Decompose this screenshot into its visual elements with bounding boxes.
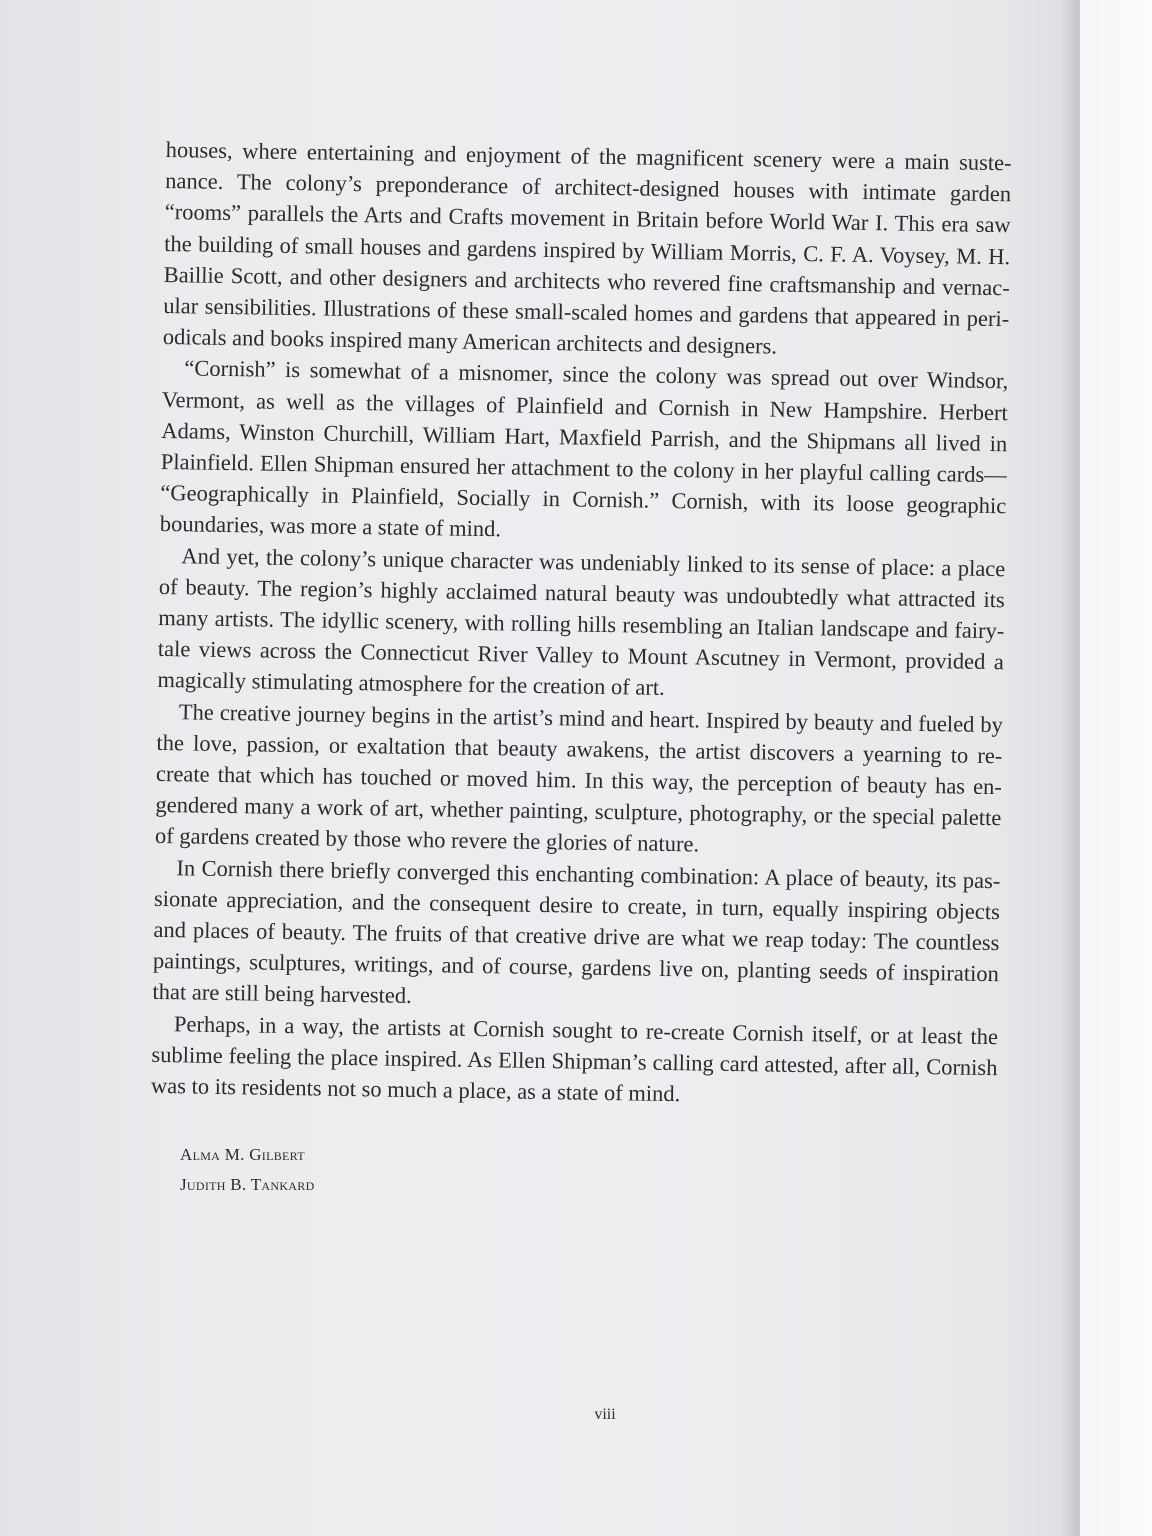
paragraph-1: houses, where entertaining and enjoyment of the magnificent scenery were a main suste- nance. The colony’s preponderance of architect-designed houses with intimate garden “rooms” parallels the Arts and Crafts movement in Britain before World War I. This era saw the building of small houses and gardens inspired by William Morris, C. F. A. Voysey, M. H. Baillie Scott, and other designers and architects who revered fine craftsmanship and vernac- ular sensibilities. Illustrations of these small-scaled homes and gardens that appeared in peri- odicals and books inspired many American architects and designers. bbox=[162, 136, 1012, 359]
paragraph-5: In Cornish there briefly converged this enchanting combination: A place of beauty, its pas- sionate appreciation, and the consequent desire to create, in turn, equally inspiring objects and places of beauty. The fruits of that creative drive are what we reap today: The countless paintings, sculptures, writings, and of course, gardens live on, planting seeds of inspiration that are still being harvested. bbox=[152, 854, 1001, 1009]
author-name: Alma M. Gilbert bbox=[180, 1145, 305, 1164]
body-text bbox=[151, 134, 1012, 1114]
paragraph-2: “Cornish” is somewhat of a misnomer, since the colony was spread out over Windsor, Vermont, as well as the villages of Plainfield and Cornish in New Hampshire. Herbert Adams, Winston Churchill, William Hart, Maxfield Parrish, and the Shipmans all lived in Plainfield. Ellen Shipman ensured her attachment to the colony in her playful calling cards— “Geographically in Plainfield, Socially in Cornish.” Cornish, with its loose geographic boundaries, was more a state of mind. bbox=[159, 355, 1009, 542]
next-page-edge bbox=[1080, 0, 1152, 1536]
page-number: viii bbox=[594, 1406, 616, 1423]
author-name: Judith B. Tankard bbox=[180, 1175, 315, 1194]
paragraph-3: And yet, the colony’s unique character was undeniably linked to its sense of place: a place of beauty. The region’s highly acclaimed natural beauty was undoubtedly what attracted its many artists. The idyllic scenery, with rolling hills resembling an Italian landscape and fairy- tale views across the Connecticut River Valley to Mount Ascutney in Vermont, provided a magically stimulating atmosphere for the creation of art. bbox=[157, 542, 1006, 701]
paragraph-6: Perhaps, in a way, the artists at Cornish sought to re-create Cornish itself, or at least the sublime feeling the place inspired. As Ellen Shipman’s calling card attested, after all, Cornish was to its residents not so much a place, as a state of mind. bbox=[150, 1010, 999, 1107]
author-signatures bbox=[180, 1140, 315, 1200]
paragraph-4: The creative journey begins in the artist’s mind and heart. Inspired by beauty and fueled by the love, passion, or exaltation that beauty awakens, the artist discovers a yearning to re- create that which has touched or moved him. In this way, the perception of beauty has en- gendered many a work of art, whether painting, sculpture, photography, or the special palette of gardens created by those who revere the glories of nature. bbox=[154, 698, 1004, 857]
